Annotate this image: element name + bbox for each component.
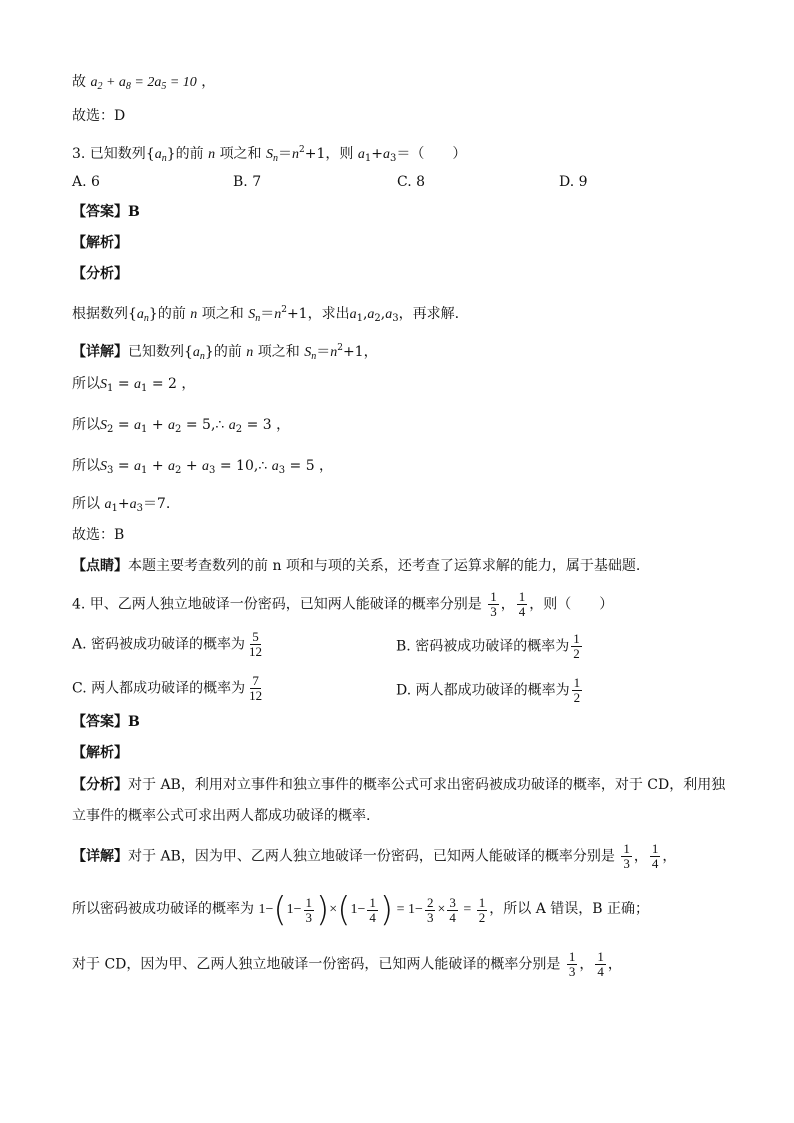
q3-choose: 故选：B xyxy=(72,527,125,543)
q4-fenxi-line2: 立事件的概率公式可求出两人都成功破译的概率. xyxy=(72,808,371,824)
text: ， xyxy=(363,344,378,360)
text: 本题主要考查数列的前 n 项和与项的关系，还考查了运算求解的能力，属于基础题. xyxy=(128,558,641,574)
q4-xiangjie-line2 xyxy=(72,890,649,930)
text: ，再求解. xyxy=(398,306,460,322)
text: 3. 已知数列 xyxy=(72,146,146,162)
text: 的前 xyxy=(213,344,242,360)
text: 所以 xyxy=(72,496,100,512)
q3-final: 所以 $a_1+a_3=7$. xyxy=(72,496,171,514)
text: C. 两人都成功破译的概率为 xyxy=(72,680,246,697)
q3-option-b: B. 7 xyxy=(233,174,262,190)
q3-step-s3: 所以$S_3 = a_1 + a_2 + a_3$ = 10,∴ $a_3 = 5$ ， xyxy=(72,458,334,476)
text: 已知数列 xyxy=(128,344,184,360)
text: ，求出 xyxy=(307,306,350,322)
q4-answer: 【答案】B xyxy=(72,714,140,730)
q3-option-c: C. 8 xyxy=(397,174,426,190)
q3-xiangjie: 【详解】已知数列$\{a_n\}$的前 n 项之和 $S_n=n^2+1$， xyxy=(72,343,378,362)
label: 【详解】 xyxy=(72,848,128,865)
probability-formula: 1−(1− $\frac{1}{3}$ )×(1− $\frac{1}{4}$ ) = 1− $\frac{2}{3}$ × $\frac{3}{4}$ = $\frac{1}{2}$ xyxy=(258,890,486,930)
fraction-1-4: $\frac{1}{4}$ xyxy=(651,841,659,871)
text: ，则（ ） xyxy=(529,596,614,613)
text: 的前 xyxy=(175,146,204,162)
q4-option-c xyxy=(72,674,266,703)
line-choose-d: 故选：D xyxy=(72,108,126,124)
q4-fenxi-line1 xyxy=(72,775,725,795)
text: 对于 AB，因为甲、乙两人独立地破译一份密码，已知两人能破译的概率分别是 xyxy=(128,848,615,865)
text: 故 xyxy=(72,74,86,90)
text: 所以 xyxy=(72,417,100,433)
label: 【分析】 xyxy=(72,777,128,793)
q4-option-a xyxy=(72,630,266,659)
text: A. 密码被成功破译的概率为 xyxy=(72,636,246,653)
text: 项之和 xyxy=(201,306,244,322)
q3-step-s1: 所以$S_1 = a_1 = 2$ ， xyxy=(72,376,196,394)
q4-xiangjie-line1: 【详解】对于 AB，因为甲、乙两人独立地破译一份密码，已知两人能破译的概率分别是 $\frac{1}{3}$ ， $\frac{1}{4}$ ， xyxy=(72,841,677,871)
q3-fenxi-tag: 【分析】 xyxy=(72,266,128,282)
q3-step-s2: 所以$S_2 = a_1 + a_2$ = 5,∴ $a_2 = 3$ ， xyxy=(72,417,291,435)
label: 【详解】 xyxy=(72,344,128,360)
text: 项之和 xyxy=(219,146,262,162)
fraction-1-3: $\frac{1}{3}$ xyxy=(490,589,497,619)
q4-xiangjie-line3: 对于 CD，因为甲、乙两人独立地破译一份密码，已知两人能破译的概率分别是 $\frac{1}{3}$ ， $\frac{1}{4}$ ， xyxy=(72,949,622,979)
fraction-1-4: $\frac{1}{4}$ xyxy=(518,589,526,619)
q4-option-b xyxy=(396,632,584,661)
q3-option-a: A. 6 xyxy=(72,174,100,190)
var-n: n xyxy=(208,147,216,162)
line-conclusion xyxy=(72,72,215,97)
text: B. 密码被成功破译的概率为 xyxy=(396,638,570,655)
q3-option-d: D. 9 xyxy=(559,174,588,190)
q4-analysis-tag: 【解析】 xyxy=(72,745,128,761)
text: ＝（ ） xyxy=(396,146,467,162)
text: D. 两人都成功破译的概率为 xyxy=(396,682,570,699)
q3-answer: 【答案】B xyxy=(72,204,140,220)
fraction-7-12: $\frac{7}{12}$ xyxy=(249,673,263,703)
math-expression: $a_2 + a_8 = 2a_5 = 10$ xyxy=(90,75,197,92)
text: 对于 AB，利用对立事件和独立事件的概率公式可求出密码被成功破译的概率，对于 CD，利用独 xyxy=(128,777,726,793)
label: 【点睛】 xyxy=(72,558,128,574)
q3-dianjing xyxy=(72,556,640,576)
q4-option-d xyxy=(396,676,584,705)
math-sn: $S_n$ xyxy=(266,147,279,164)
fraction-1-2: $\frac{1}{2}$ xyxy=(573,675,581,705)
fraction-1-3: $\frac{1}{3}$ xyxy=(623,841,630,871)
text: ，所以 A 错误，B 正确； xyxy=(489,901,649,918)
fraction-1-3: $\frac{1}{3}$ xyxy=(568,949,576,979)
text: 所以 xyxy=(72,376,100,392)
text: 所以密码被成功破译的概率为 xyxy=(72,901,254,918)
text: ，则 xyxy=(325,146,354,162)
q3-stem: 3. 已知数列$\{a_n\}$的前 n 项之和 $S_n=n^2+1$，则 $a_1+a_3=$（ ） xyxy=(72,145,467,164)
text: 对于 CD，因为甲、乙两人独立地破译一份密码，已知两人能破译的概率分别是 xyxy=(72,956,561,973)
q4-stem: 4. 甲、乙两人独立地破译一份密码，已知两人能破译的概率分别是 $\frac{1}{3}$ ， $\frac{1}{4}$ ，则（ ） xyxy=(72,589,614,619)
text: 4. 甲、乙两人独立地破译一份密码，已知两人能破译的概率分别是 xyxy=(72,596,482,613)
text: 所以 xyxy=(72,458,100,474)
math-a1a3: a xyxy=(357,147,365,162)
text: 项之和 xyxy=(257,344,300,360)
q3-analysis-tag: 【解析】 xyxy=(72,235,128,251)
q3-fenxi-body: 根据数列$\{a_n\}$的前 n 项之和 $S_n=n^2+1$，求出$a_1,a_2,a_3$，再求解. xyxy=(72,305,460,324)
text: 根据数列 xyxy=(72,306,128,322)
text: 的前 xyxy=(157,306,186,322)
fraction-1-2: $\frac{1}{2}$ xyxy=(573,631,580,661)
fraction-5-12: $\frac{5}{12}$ xyxy=(249,629,263,659)
text: ， xyxy=(201,74,216,90)
fraction-1-4: $\frac{1}{4}$ xyxy=(597,949,604,979)
seq-braces: $\{a_n\}$ xyxy=(145,146,176,164)
